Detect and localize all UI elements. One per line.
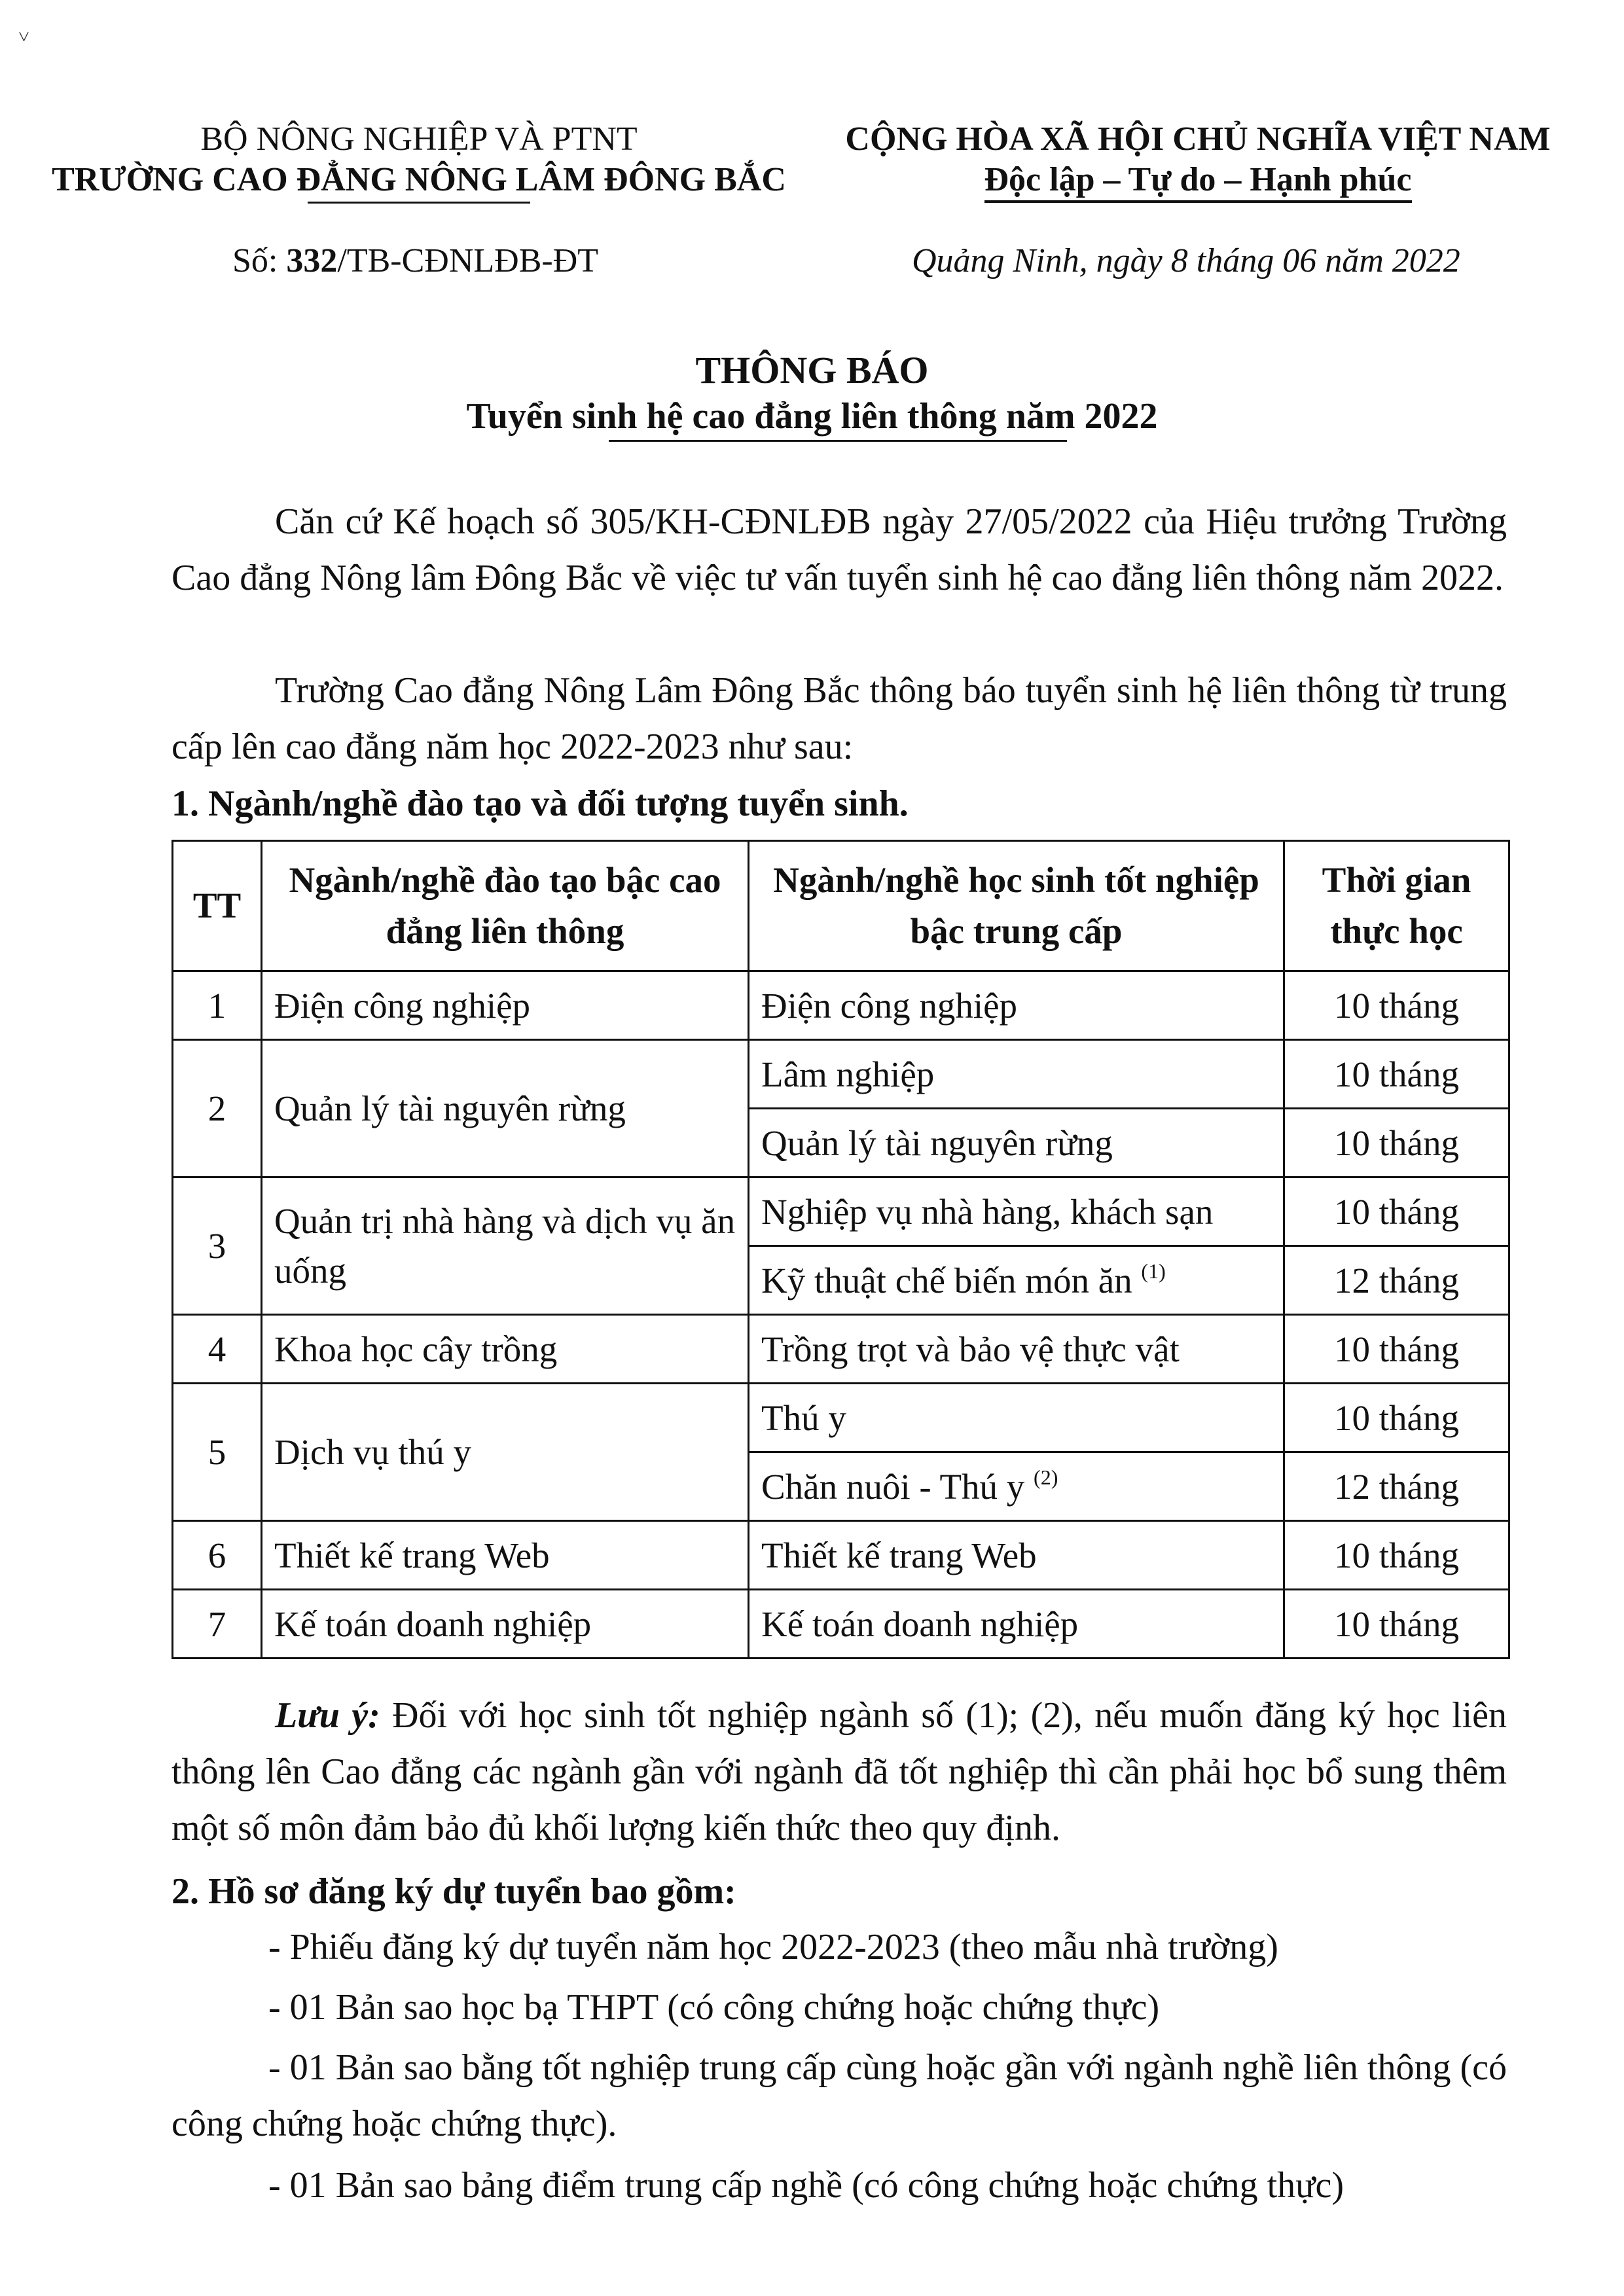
requirement-item: - Phiếu đăng ký dự tuyển năm học 2022-2023 (theo mẫu nhà trường) [268, 1927, 1278, 1967]
subtitle-underline [609, 440, 1067, 442]
footnote-mark: (1) [1141, 1259, 1166, 1283]
header-left [39, 119, 799, 200]
requirement-item: - 01 Bản sao bằng tốt nghiệp trung cấp cùng hoặc gần với ngành nghề liên thông (có công chứng hoặc chứng thực). [171, 2047, 1507, 2144]
col-header-college-major: Ngành/nghề đào tạo bậc cao đẳng liên thông [262, 841, 749, 971]
table-row: 7 Kế toán doanh nghiệp Kế toán doanh nghiệp 10 tháng [173, 1590, 1509, 1659]
col-header-tt: TT [173, 841, 262, 971]
notice-subtitle: Tuyển sinh hệ cao đẳng liên thông năm 2022 [466, 396, 1158, 437]
section-2-heading: 2. Hồ sơ đăng ký dự tuyển bao gồm: [171, 1871, 736, 1912]
footnote-mark: (2) [1034, 1465, 1058, 1489]
table-row: 1 Điện công nghiệp Điện công nghiệp 10 tháng [173, 971, 1509, 1040]
section-1-heading: 1. Ngành/nghề đào tạo và đối tượng tuyển sinh. [171, 783, 909, 824]
intro-paragraph-1: Căn cứ Kế hoạch số 305/KH-CĐNLĐB ngày 27/05/2022 của Hiệu trưởng Trường Cao đẳng Nông lâm Đông Bắc về việc tư vấn tuyển sinh hệ cao đẳng liên thông năm 2022. [171, 501, 1507, 598]
note-paragraph [171, 1687, 1507, 1856]
table-row: 4 Khoa học cây trồng Trồng trọt và bảo vệ thực vật 10 tháng [173, 1315, 1509, 1384]
scan-mark: ˅ [18, 26, 29, 48]
table-row: Kỹ thuật chế biến món ăn $^{(1)}$ 12 tháng [173, 1246, 1509, 1315]
place-date: Quảng Ninh, ngày 8 tháng 06 năm 2022 [912, 242, 1460, 279]
table-row: 2 Quản lý tài nguyên rừng Lâm nghiệp 10 tháng [173, 1040, 1509, 1109]
motto: Độc lập – Tự do – Hạnh phúc [812, 160, 1584, 203]
school-name: TRƯỜNG CAO ĐẲNG NÔNG LÂM ĐÔNG BẮC [52, 161, 786, 198]
table-row: 5 Dịch vụ thú y Thú y 10 tháng [173, 1384, 1509, 1452]
table-header-row [173, 841, 1509, 971]
requirement-item: - 01 Bản sao học bạ THPT (có công chứng hoặc chứng thực) [268, 1987, 1160, 2028]
intro-paragraph-2: Trường Cao đẳng Nông Lâm Đông Bắc thông báo tuyển sinh hệ liên thông từ trung cấp lên cao đẳng năm học 2022-2023 như sau: [171, 670, 1507, 767]
col-header-duration: Thời gian thực học [1284, 841, 1509, 971]
header-right [812, 119, 1584, 203]
note-text: Đối với học sinh tốt nghiệp ngành số (1); (2), nếu muốn đăng ký học liên thông lên Cao đẳng các ngành gần với ngành đã tốt nghiệp thì cần phải học bổ sung thêm một số môn đảm bảo đủ khối lượng kiến thức theo quy định. [171, 1695, 1507, 1848]
ministry-name: BỘ NÔNG NGHIỆP VÀ PTNT [200, 120, 638, 158]
table-row: Chăn nuôi - Thú y $^{(2)}$ 12 tháng [173, 1452, 1509, 1521]
col-header-intermediate-major: Ngành/nghề học sinh tốt nghiệp bậc trung cấp [749, 841, 1284, 971]
school-underline [308, 202, 530, 204]
table-row: 6 Thiết kế trang Web Thiết kế trang Web 10 tháng [173, 1521, 1509, 1590]
document-number: Số: 332/TB-CĐNLĐB-ĐT [232, 242, 599, 279]
note-label: Lưu ý: [275, 1695, 380, 1736]
table-row: 3 Quản trị nhà hàng và dịch vụ ăn uống Nghiệp vụ nhà hàng, khách sạn 10 tháng [173, 1177, 1509, 1246]
table-row: Quản lý tài nguyên rừng 10 tháng [173, 1109, 1509, 1177]
notice-title: THÔNG BÁO [695, 349, 929, 391]
majors-table [171, 840, 1510, 1659]
country-name: CỘNG HÒA XÃ HỘI CHỦ NGHĨA VIỆT NAM [845, 120, 1551, 158]
requirement-item: - 01 Bản sao bảng điểm trung cấp nghề (có công chứng hoặc chứng thực) [268, 2165, 1344, 2206]
